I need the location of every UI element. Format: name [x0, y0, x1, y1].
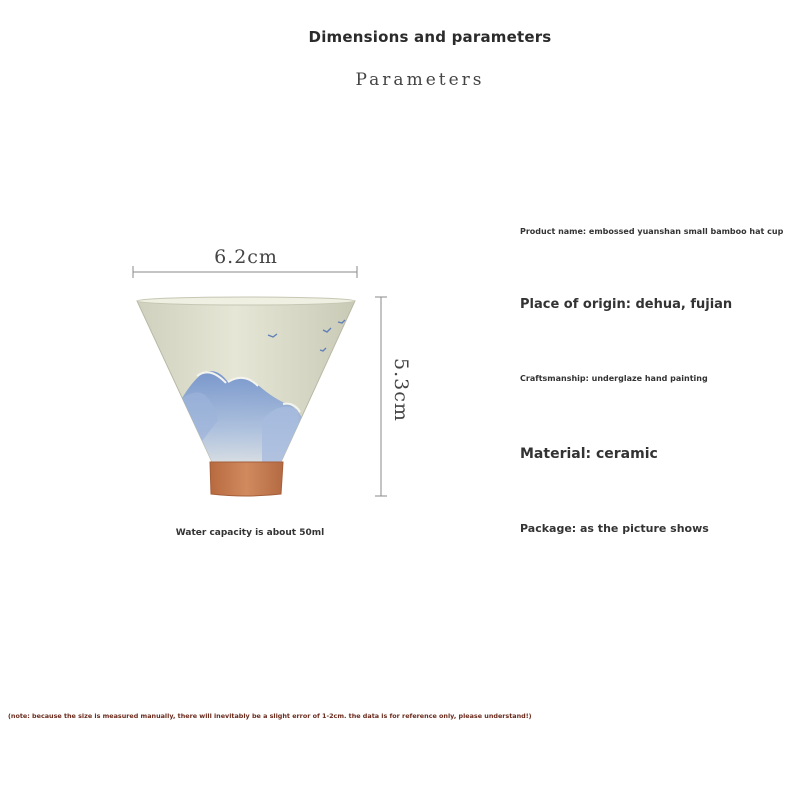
cup-body: [137, 297, 355, 470]
width-label: 6.2cm: [214, 246, 278, 268]
spec-product-name: Product name: embossed yuanshan small bamboo hat cup: [520, 227, 784, 236]
capacity-caption: Water capacity is about 50ml: [175, 528, 325, 538]
spec-craftsmanship: Craftsmanship: underglaze hand painting: [520, 374, 708, 383]
page-subtitle: Parameters: [355, 70, 485, 90]
height-label: 5.3cm: [390, 358, 412, 422]
spec-package: Package: as the picture shows: [520, 522, 709, 535]
spec-material: Material: ceramic: [520, 446, 658, 462]
cup-foot: [210, 462, 283, 496]
page-title: Dimensions and parameters: [308, 28, 552, 46]
footer-note: (note: because the size is measured manually, there will inevitably be a slight error of 1-2cm. the data is for reference only, please understand!): [8, 712, 532, 720]
spec-place-of-origin: Place of origin: dehua, fujian: [520, 297, 733, 312]
